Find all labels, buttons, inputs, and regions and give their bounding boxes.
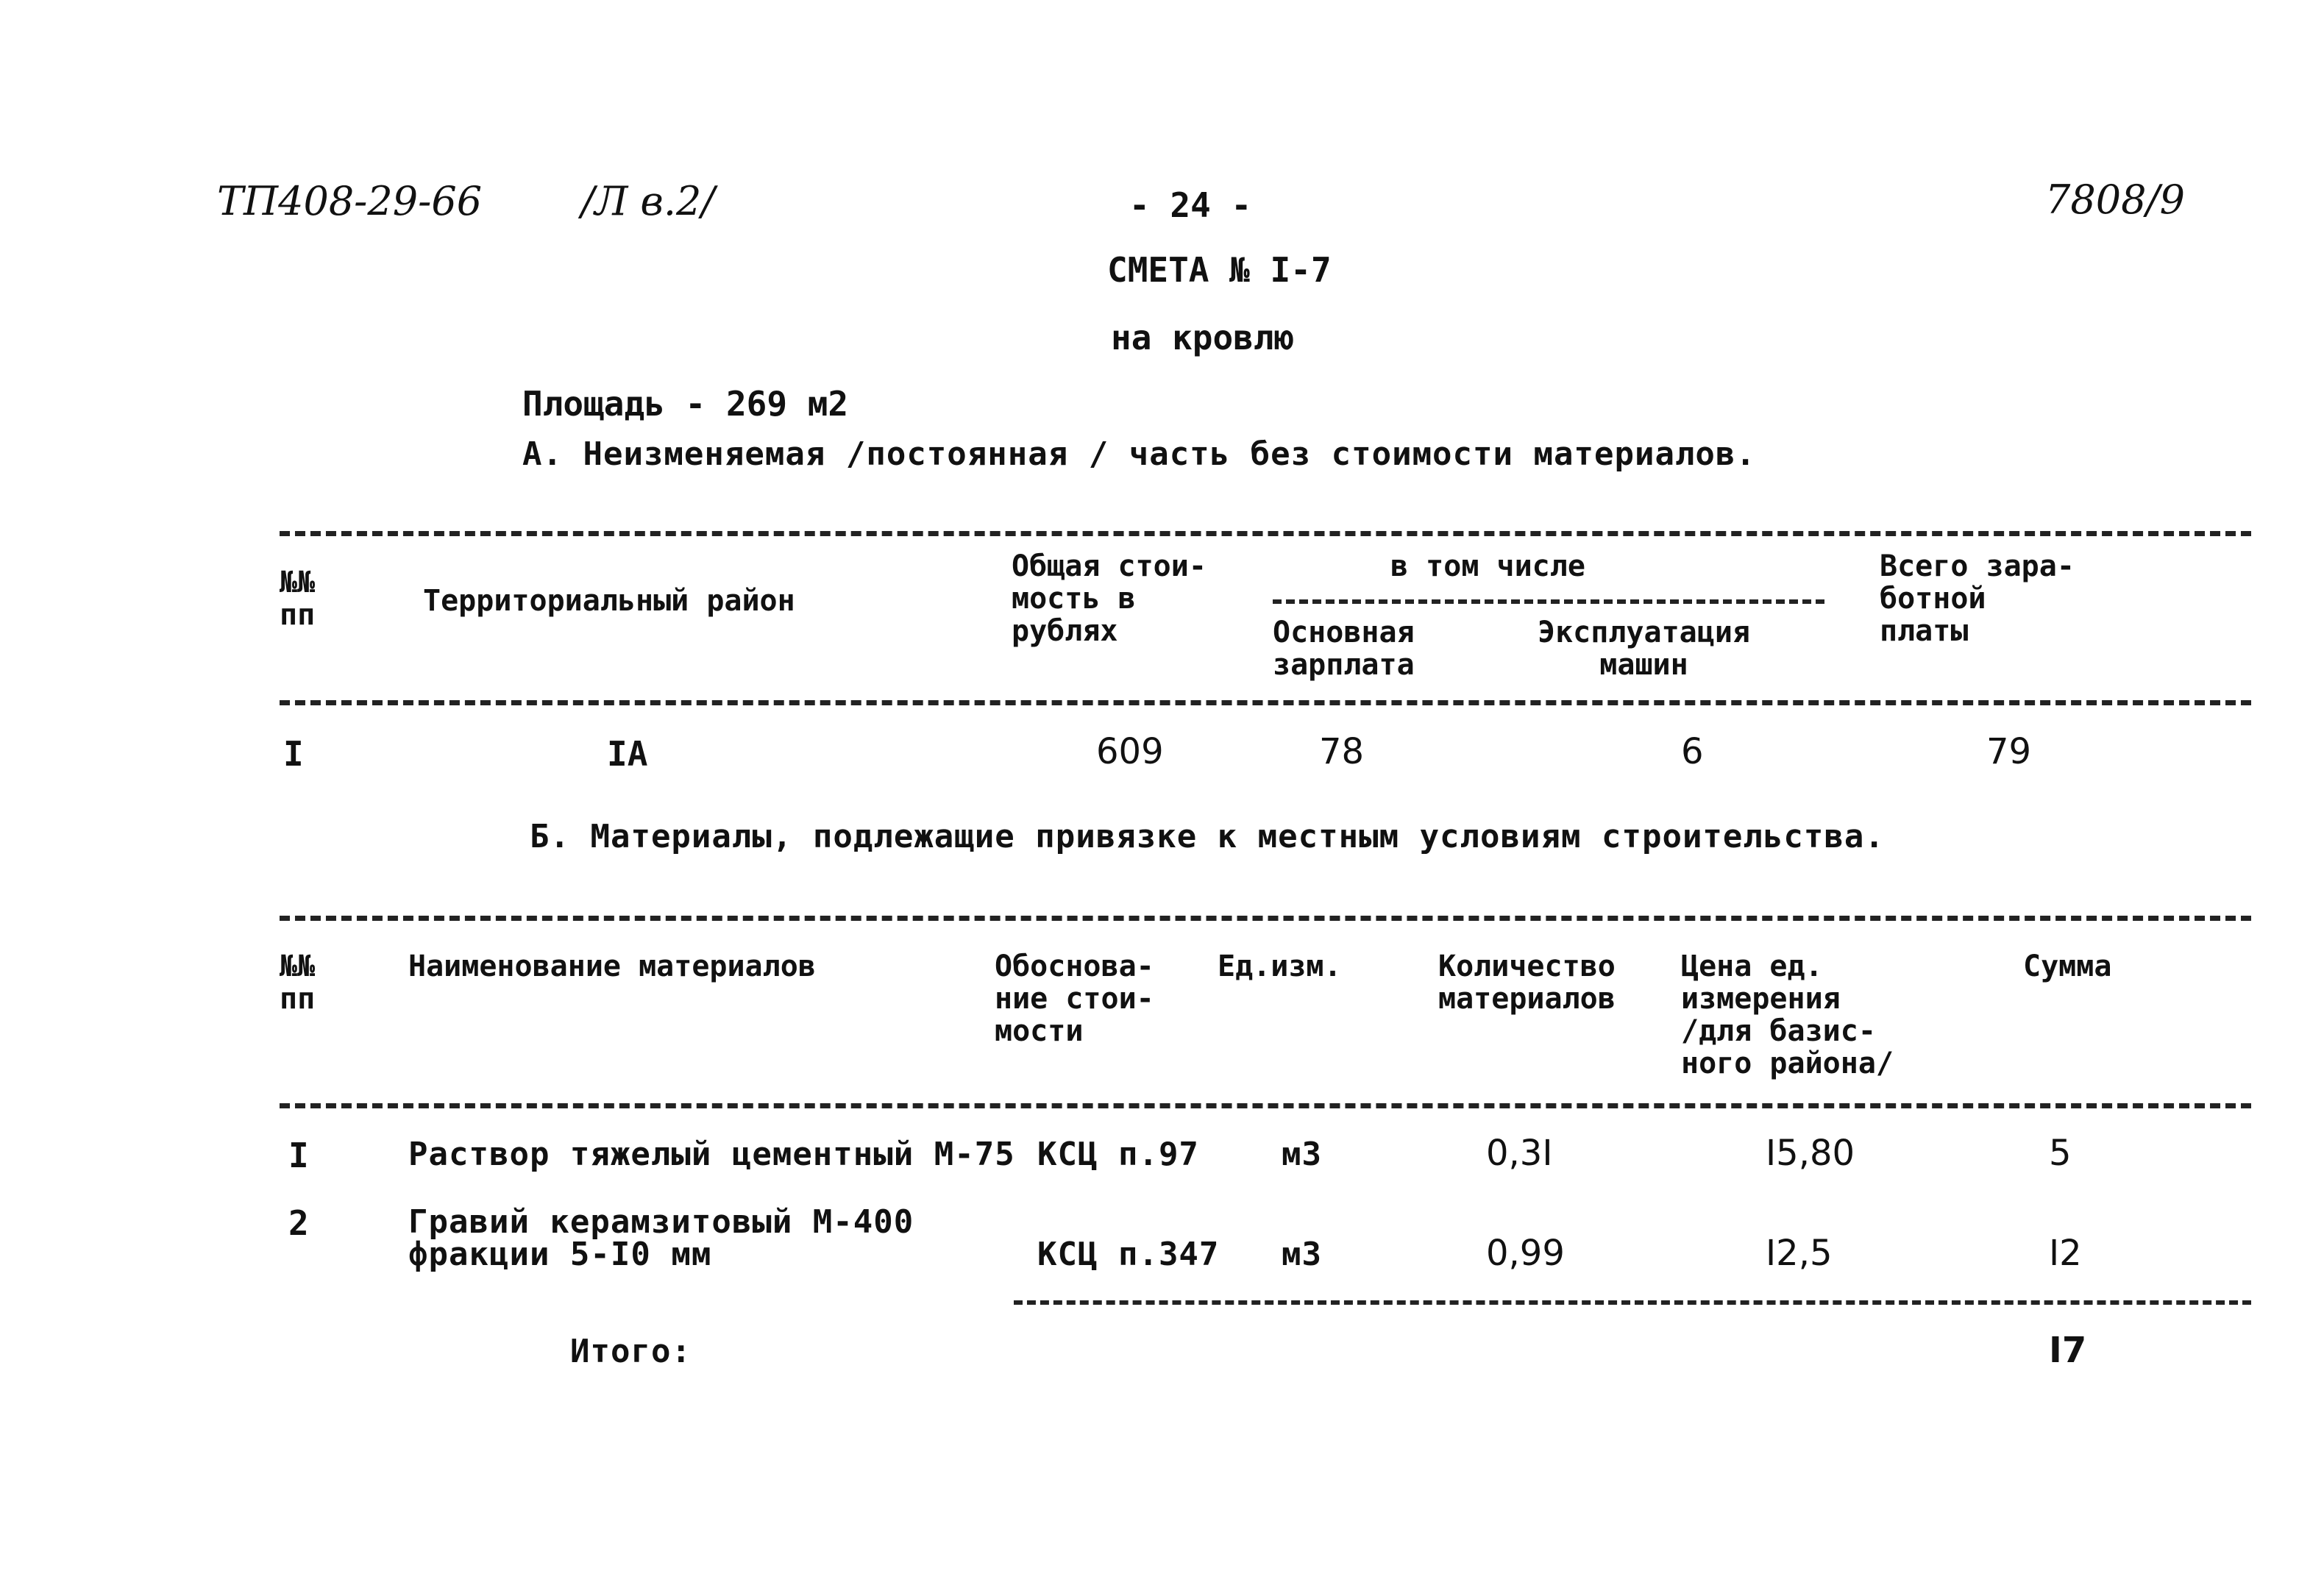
row-base-salary: 78: [1319, 731, 1365, 772]
table-a-col-including: в том числе: [1390, 549, 1585, 583]
row-basis: КСЦ п.347: [1037, 1236, 1220, 1273]
estimate-title: СМЕТА № I-7: [1107, 250, 1332, 290]
row-material-name: Гравий керамзитовый М-400: [408, 1203, 914, 1241]
document-reference: /Л в.2/: [581, 178, 715, 224]
row-num: I: [283, 734, 304, 774]
table-b-col-sum: Сумма: [2023, 950, 2112, 983]
row-sum: 5: [2049, 1133, 2072, 1174]
table-b-col-name: Наименование материалов: [408, 950, 816, 983]
total-value: I7: [2049, 1330, 2087, 1371]
table-a-including-rule: [1273, 599, 1824, 604]
table-b-header-rule: [280, 1103, 2251, 1108]
archive-number: 7808/9: [2045, 177, 2185, 223]
page-number: - 24 -: [1129, 185, 1252, 225]
table-a-col-num: №№ пп: [280, 566, 316, 632]
table-b-col-unit: Ед.изм.: [1218, 950, 1342, 983]
table-a-col-district: Территориальный район: [423, 584, 795, 618]
table-a-col-base-salary: Основная зарплата: [1273, 616, 1415, 682]
row-unit: м3: [1282, 1136, 1322, 1173]
table-b-col-price: Цена ед. измерения /для базис- ного района/: [1681, 950, 1894, 1080]
row-price: I2,5: [1766, 1233, 1833, 1274]
table-b-col-basis: Обоснова- ние стои- мости: [995, 950, 1154, 1048]
table-a-col-total-cost: Общая стои- мость в рублях: [1012, 549, 1207, 648]
row-quantity: 0,99: [1486, 1233, 1565, 1274]
row-total-wages: 79: [1986, 731, 2032, 772]
table-b-col-quantity: Количество материалов: [1438, 950, 1616, 1016]
row-material-name-cont: фракции 5-I0 мм: [408, 1236, 712, 1273]
row-quantity: 0,3I: [1486, 1133, 1553, 1174]
row-basis: КСЦ п.97: [1037, 1136, 1199, 1173]
table-a-header-rule: [280, 700, 2251, 705]
row-sum: I2: [2049, 1233, 2082, 1274]
row-unit: м3: [1282, 1236, 1322, 1273]
table-a-col-total-wages: Всего зара- ботной платы: [1880, 549, 2075, 648]
table-a-top-rule: [280, 531, 2251, 536]
row-district: IA: [607, 734, 648, 774]
estimate-subtitle: на кровлю: [1111, 318, 1295, 357]
table-a-col-machines: Эксплуатация машин: [1538, 616, 1750, 682]
table-b-col-num: №№ пп: [280, 950, 316, 1016]
total-label: Итого:: [570, 1333, 692, 1370]
total-rule: [1014, 1300, 2251, 1305]
row-price: I5,80: [1766, 1133, 1855, 1174]
row-total-cost: 609: [1096, 731, 1164, 772]
section-b-title: Б. Материалы, подлежащие привязке к местным условиям строительства.: [530, 818, 1885, 855]
row-machines: 6: [1681, 731, 1704, 772]
row-material-name: Раствор тяжелый цементный М-75: [408, 1136, 1015, 1173]
row-num: I: [288, 1136, 309, 1175]
table-b-top-rule: [280, 916, 2251, 921]
area-line: Площадь - 269 м2: [522, 384, 849, 424]
document-code: ТП408-29-66: [217, 178, 483, 224]
row-num: 2: [288, 1203, 309, 1243]
section-a-title: А. Неизменяемая /постоянная / часть без стоимости материалов.: [522, 435, 1756, 473]
